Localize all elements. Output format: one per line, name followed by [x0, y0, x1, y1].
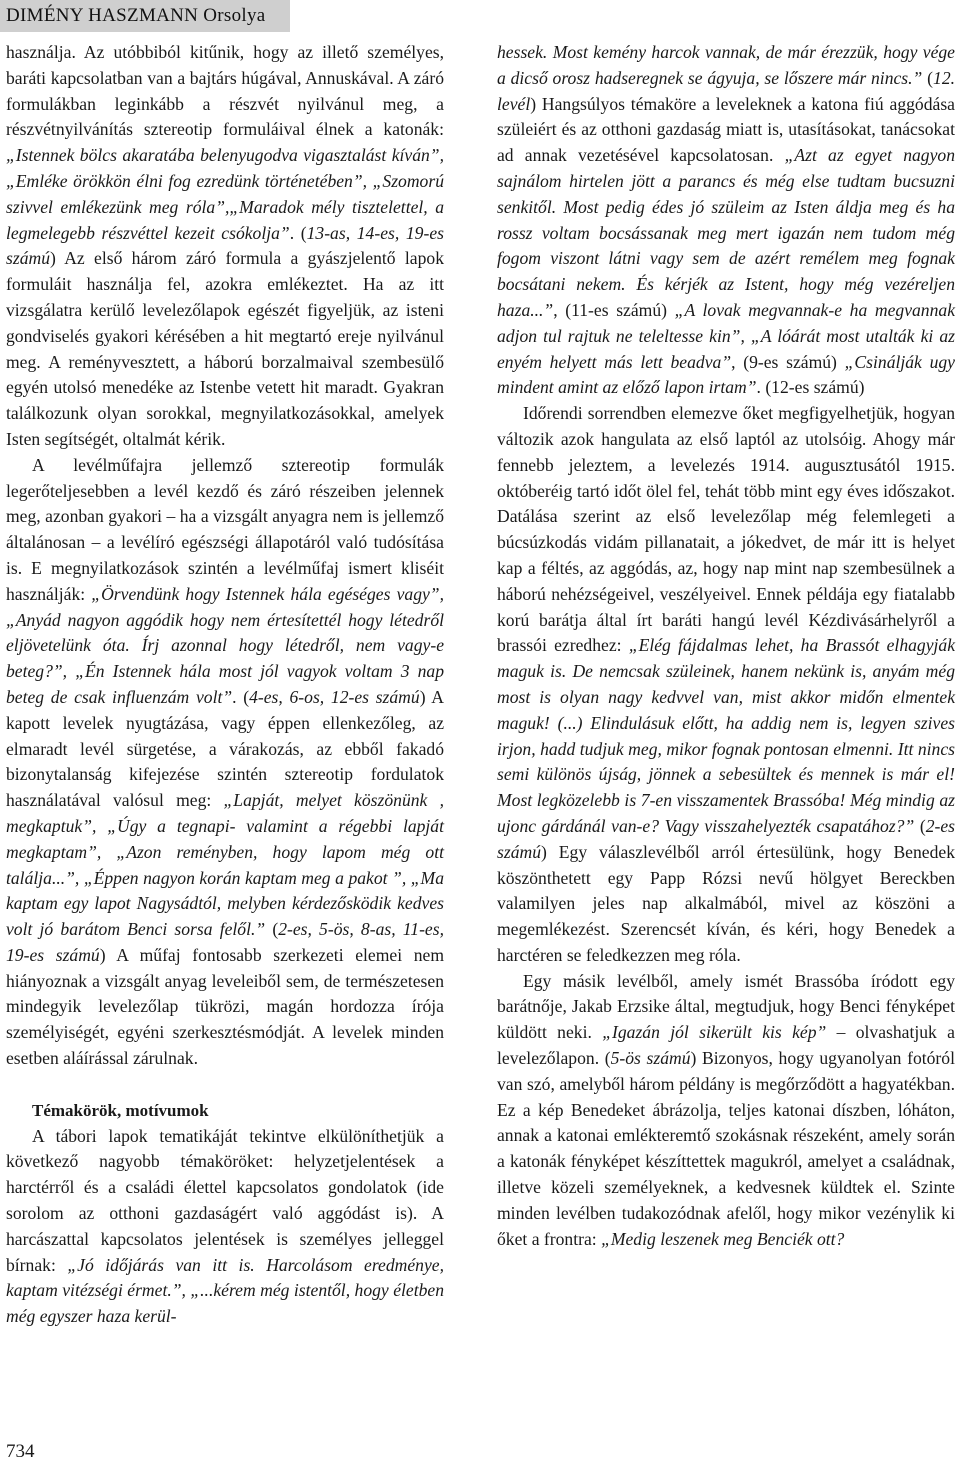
quotation-italic: „Istennek bölcs akaratába belenyugodva vigasztalást kíván”, „Emléke örökkön élni fog ezredünk történetében”, „Szomorú szivvel emlékezünk meg róla”,„Maradok mély tisztelettel, a legmelegebb részvéttel kezeit csókolja” [6, 145, 444, 243]
running-head-bar [0, 0, 290, 32]
body-text: A tábori lapok tematikáját tekintve elkülöníthetjük a következő nagyobb témaköröket: helyzetjelentések a harctérről és a családi élettel kapcsolatos gondolatok (ide sorolom az otthoni gazdaságért való aggódást is). A harcászattal kapcsolatos jelentések is személyes jelleggel bírnak: [6, 1125, 444, 1275]
paragraph [6, 40, 444, 453]
body-text: ( [922, 67, 934, 88]
running-head: DIMÉNY HASZMANN Orsolya [6, 5, 266, 26]
quotation-italic: „Azt az egyet nagyon sajnálom hirtelen jött a parancs és még else tudtam bucsuzni senkitől. Most pedig édes jó szüleim az Isten áldja meg és ha rossz voltam bocsássanak meg mert igazán nem tudom még fogom viszont látni vagy sem de azért remélem meg fognak bocsátani nekem. És kérjék az Istent, hogy még vezéreljen haza...” [497, 145, 955, 320]
body-text: . (12-es számú) [756, 377, 865, 398]
body-text: A levélműfajra jellemző sztereotip formulák legerőteljesebben a levél kezdő és záró részeiben jelennek meg, azonban gyakori – ha a vizsgált anyagra nem is jellemző általánosan – a levélíró egészségi állapotáról való tudósítása is. E megnyilatkozások szintén a levélműfaj ismert kliséit használják: [6, 454, 444, 604]
right-column [497, 40, 955, 1252]
body-text: , (11-es számú) [553, 299, 675, 320]
quotation-italic: 4-es, 6-os, 12-es számú [249, 686, 420, 707]
quotation-italic: 2-es számú [497, 815, 955, 862]
body-text: Egy másik levélből, amely ismét Brassóba íródott egy barátnője, Jakab Erzsike által, megtudjuk, hogy Benci fényképet küldött neki. [497, 970, 955, 1043]
quotation-italic: „Igazán jól sikerült kis kép” [602, 1022, 827, 1043]
paragraph [497, 969, 955, 1253]
body-text: használja. Az utóbbiból kitűnik, hogy az illető személyes, baráti kapcsolatban van a bajtárs húgával, Annuskával. A záró formulákban leginkább a részvét nyilvánul meg, a részvétnyilvánítás sztereotip formuláival élnek a katonák: [6, 42, 444, 140]
body-text: ) Bizonyos, hogy ugyanolyan fotóról van szó, amelyből három példány is megőrződött a hagyatékban. Ez a kép Benedeket ábrázolja, teljes katonai díszben, lóháton, annak a katonai emlékteremtő szokásnak részeként, amely során a katonák fényképet készíttettek magukról, amelyet a családnak, illetve közeli személyeknek, a kedvesnek küldtek el. Szinte minden levélben tudakozódnak afelől, hogy mikor vezénylik ki őket a frontra: [497, 1048, 955, 1249]
body-text: ) Az első három záró formula a gyászjelentő lapok formuláit használja fel, azokra emlékeztet. Ha az itt vizsgálatra kerülő levelezőlapok egészét figyeljük, az isteni gondviselés gyakori kérésében a hit megtartó ereje nyilvánul meg. A reményvesztett, a háború borzalmaival szembesülő egyén utolsó menedéke az Istenbe vetett hit maradt. Gyakran találkozunk olyan sorokkal, megnyilatkozásokkal, amelyek Isten segítségét, oltalmát kérik. [6, 248, 444, 449]
paragraph [6, 453, 444, 1072]
quotation-italic: „Jó időjárás van itt is. Harcolásom eredménye, kaptam vitézségi érmet.”, „...kérem még istentől, hogy életben még egyszer haza kerül- [6, 1254, 444, 1327]
paragraph [6, 1124, 444, 1330]
body-text: . ( [289, 222, 307, 243]
quotation-italic: „A lovak megvannak-e ha megvannak adjon tul rajtuk ne teleltesse kin”, „A lóárát most utalták ki az enyém helyett más lett beadva” [497, 299, 956, 372]
quotation-italic: „Medig leszenek meg Benciék ott? [601, 1228, 845, 1249]
body-text: ) Egy válaszlevélből arról értesülünk, hogy Benedek köszönthetett egy Papp Rózsi nevű hölgyet Bereckben valamilyen jeles nap alkalmából, mivel az köszöni a megemlékezést. Szerencsét kíván, és kéri, hogy Benedek a harctéren se feledkezzen meg róla. [497, 841, 955, 965]
left-column [6, 40, 444, 1330]
body-text: ( [265, 919, 279, 940]
body-text: ( [914, 815, 926, 836]
section-heading: Témakörök, motívumok [32, 1100, 209, 1120]
body-text: Időrendi sorrendben elemezve őket megfigyelhetjük, hogyan változik azok hangulata az első laptól az utolsóig. Ahogy már fennebb jeleztem, a levelezés 1914. augusztusától 1915. októberéig tartó időt ölel fel, tehát több mint egy éves időszakot. Datálása szerint az első levelezőlap még felemlegeti a búcsúzkodás vidám pillanatait, a jókedvet, de már itt is helyet kap a féltés, az aggódás, az, hogy nap mint nap szembesülnek a háború nehézségeivel, veszélyeivel. Ennek példája egy fiatalabb korú barátja által írt baráti hangú levél Kézdivásárhelyről a brassói ezredhez: [497, 403, 955, 656]
quotation-italic: 12. levél [497, 67, 956, 114]
paragraph [497, 40, 955, 401]
page-number: 734 [6, 1441, 35, 1462]
quotation-italic: 13-as, 14-es, 19-es számú [6, 222, 444, 269]
quotation-italic: „Örvendünk hogy Istennek hála egéséges vagy”, „Anyád nagyon aggódik hogy nem értesítettél hogy létedről eljövetelünk óta. Írj azonnal hogy létedről, nem vagy-e beteg?”, „Én Istennek hála most jól vagyok voltam 3 nap beteg de csak influenzám volt” [6, 583, 444, 707]
body-text: ) A műfaj fontosabb szerkezeti elemei nem hiányoznak a vizsgált anyag leveleiből sem, de természetesen mindegyik levelezőlap tükrözi, magán hordozza írója személyiségét, egyéni szerkesztésmódját. A levelek minden esetben aláírással zárulnak. [6, 944, 445, 1069]
body-text: – olvashatjuk a levelezőlapon. ( [497, 1022, 955, 1069]
quotation-italic: „Csinálják ugy mindent amint az előző lapon irtam” [497, 351, 955, 398]
quotation-italic: 5-ös számú [610, 1048, 691, 1069]
paragraph [497, 401, 955, 969]
body-text: ) A kapott levelek nyugtázása, vagy éppen ellenkezőleg, az elmaradt levél sürgetése, a várakozás, az ebből fakadó bizonytalanság kifejezése szintén sztereotip fordulatok használatával valósul meg: [6, 686, 444, 811]
quotation-italic: „Lapját, melyet köszönünk , megkaptuk”, „Úgy a tegnapi- valamint a régebbi lapját megkaptam”, „Azon reményben, hogy lapom még ott találja...”, „Éppen nagyon korán kaptam meg a pakot ”, „Ma kaptam egy lapot Nagysádtól, melyben kérdezősködik kedves volt jó barátom Benci sorsa felől.” [6, 790, 445, 940]
quotation-italic: hessek. Most kemény harcok vannak, de már érezzük, hogy vége a dicső orosz hadseregnek se ágyuja, se lőszere már nincs.” [497, 42, 955, 88]
quotation-italic: „Elég fájdalmas lehet, ha Brassót elhagyják maguk is. De nemcsak szüleinek, hanem nekünk is, anyám még most is olyan nagy kedvvel van, mist akkor midőn elmentek maguk! (...) Elindulásuk előtt, ha addig nem is, legyen szives irjon, hadd tudjuk meg, mikor fognak pontosan elmenni. Itt nincs semi különös újság, jönnek a sebesültek és mennek is már el! Most legközelebb is 7-en visszamentek Brassóba! Még mindig az ujonc gárdánál van-e? Vagy visszahelyezték csapatához?” [497, 635, 956, 836]
quotation-italic: 2-es, 5-ös, 8-as, 11-es, 19-es számú [6, 919, 444, 965]
body-text: . ( [232, 686, 250, 707]
body-text: ) Hangsúlyos témaköre a leveleknek a katona fiú aggódása szüleiért és az otthoni gazdaság miatt is, utasításokat, tanácsokat ad annak vezetésével kapcsolatosan. [497, 93, 955, 166]
body-text: , (9-es számú) [731, 351, 845, 372]
